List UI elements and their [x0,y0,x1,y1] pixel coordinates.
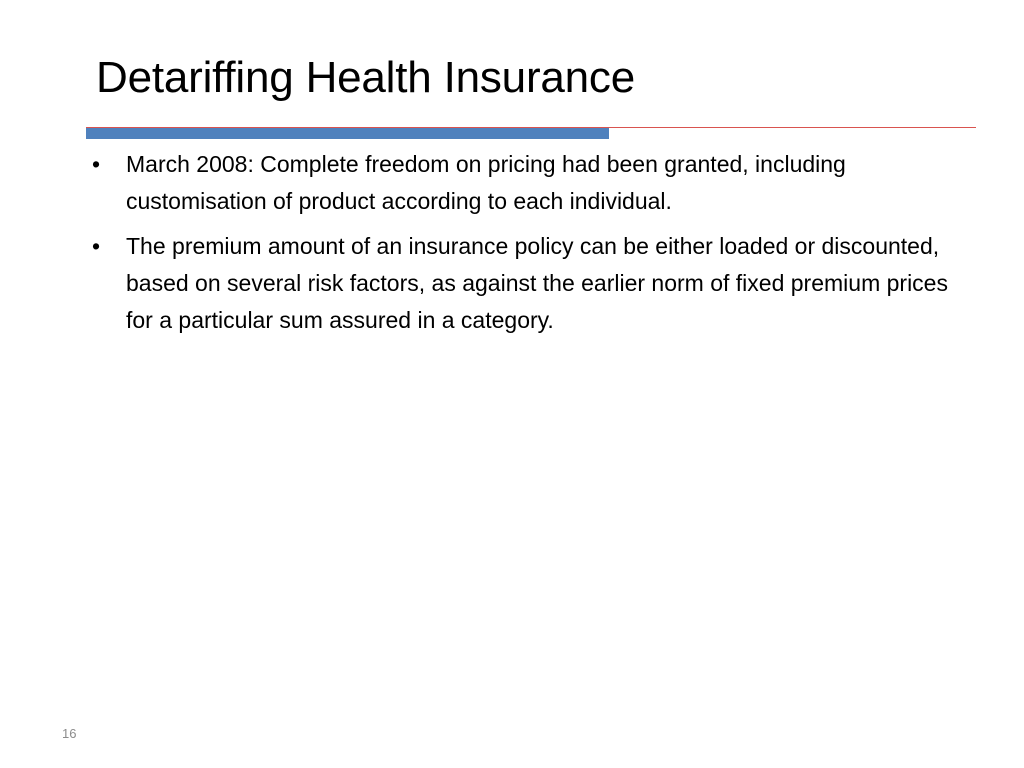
page-number: 16 [62,726,77,741]
bullet-text: The premium amount of an insurance policy can be either loaded or discounted, based on several risk factors, as against the earlier norm of fixed premium prices for a particular sum assured in a category. [126,233,948,333]
bullet-marker: • [91,151,101,177]
bullet-list [86,146,966,347]
title-underline-accent [86,128,609,139]
bullet-item [86,146,966,220]
bullet-item [86,228,966,339]
slide-title: Detariffing Health Insurance [96,53,636,102]
bullet-text: March 2008: Complete freedom on pricing had been granted, including customisation of product according to each individual. [126,151,846,214]
bullet-marker: • [91,233,101,259]
